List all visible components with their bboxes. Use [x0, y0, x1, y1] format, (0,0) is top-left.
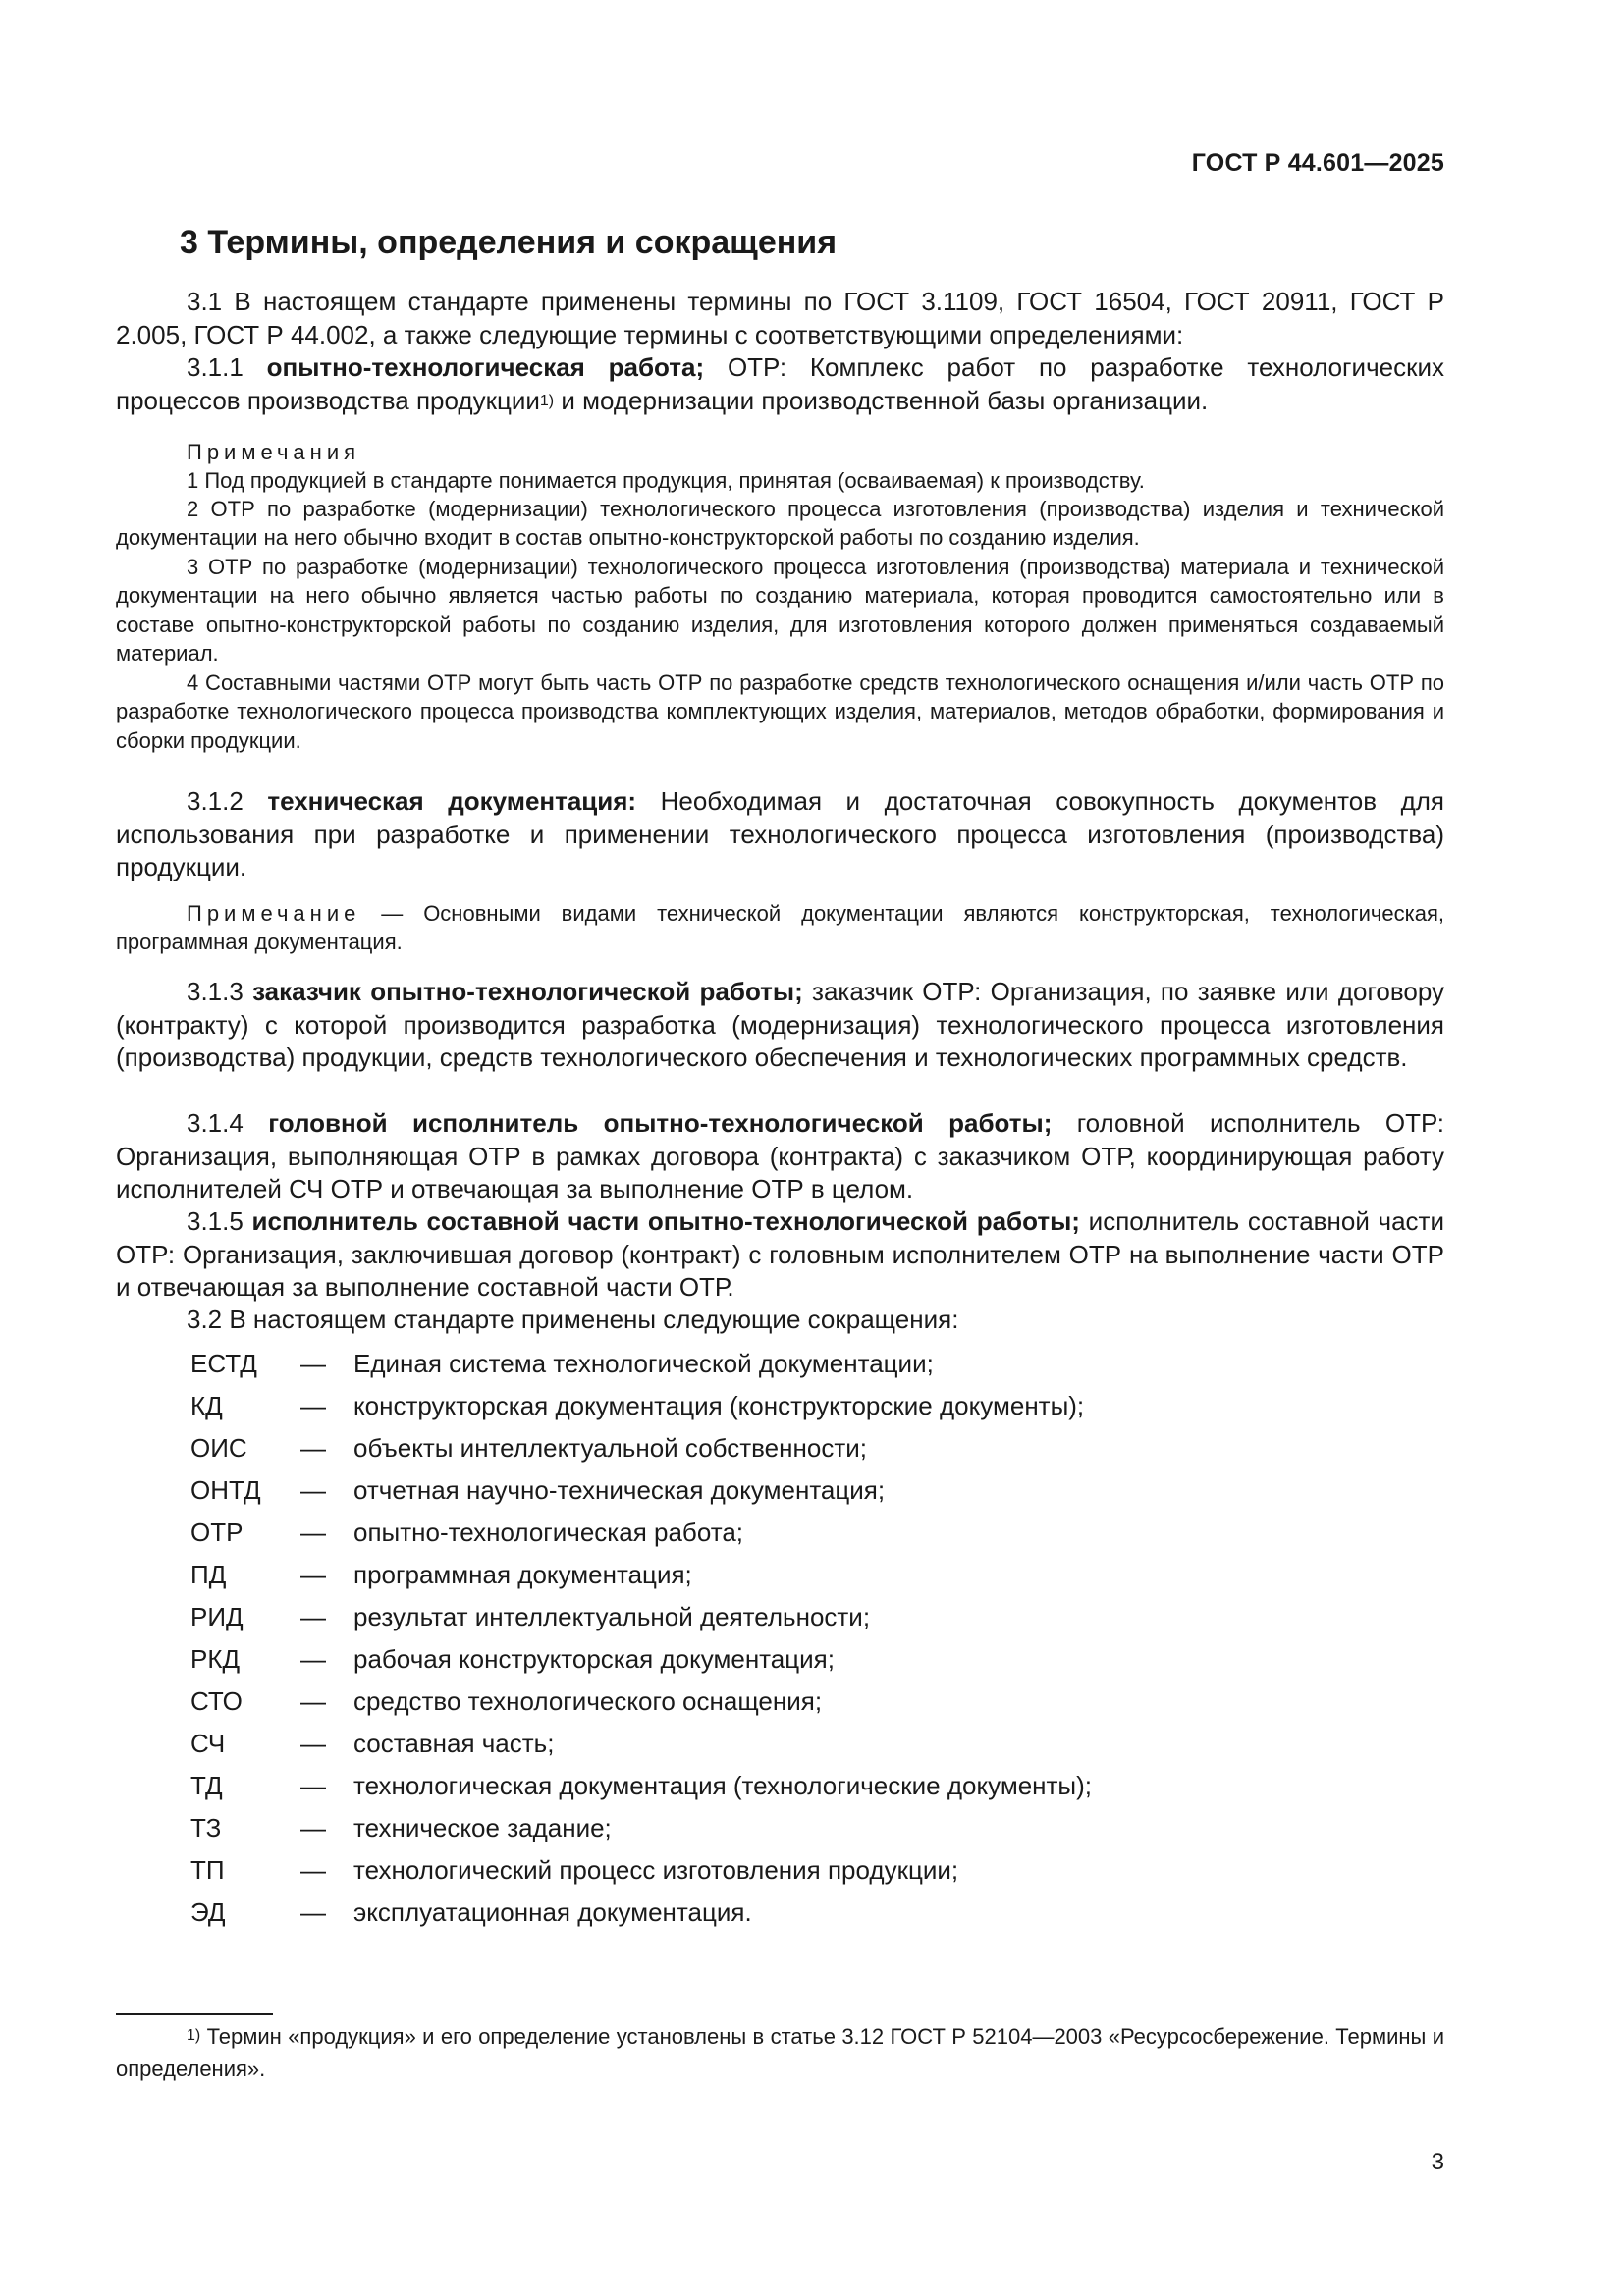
- term-number: 3.1.3: [187, 977, 244, 1006]
- abbreviation-description: объекты интеллектуальной собственности;: [353, 1433, 867, 1463]
- note-2: [116, 495, 1444, 553]
- term-3-1-2: [116, 785, 1444, 884]
- paragraph-3-1-text: 3.1 В настоящем стандарте применены термины по ГОСТ 3.1109, ГОСТ 16504, ГОСТ 20911, ГОСТ Р 2.005, ГОСТ Р 44.002, а также следующие термины с соответствующими определениями:: [116, 287, 1444, 349]
- term-definition: исполнитель составной части ОТР: Организация, заключившая договор (контракт) с головным исполнителем ОТР на выполнение части ОТР и отвечающая за выполнение составной части ОТР.: [116, 1206, 1444, 1302]
- note-3-text: 3 ОТР по разработке (модернизации) технологического процесса изготовления (производства) материала и технической документации на него обычно является частью работы по созданию материала, которая проводится самостоятельно или в составе опытно-конструкторской работы по созданию изделия, для изготовления которого должен применяться создаваемый материал.: [116, 555, 1444, 666]
- abbreviation-description: технологический процесс изготовления продукции;: [353, 1855, 959, 1885]
- abbreviation-dash: —: [300, 1686, 326, 1716]
- footnote-separator: [116, 2013, 273, 2015]
- term-number: 3.1.2: [187, 786, 244, 816]
- term-definition: ОТР: Комплекс работ по разработке технологических процессов производства продукции: [116, 352, 1444, 415]
- abbreviation-description: результат интеллектуальной деятельности;: [353, 1602, 871, 1631]
- abbreviation-code: ЕСТД: [190, 1349, 257, 1378]
- term-3-1-5: [116, 1205, 1444, 1305]
- abbreviation-description: технологическая документация (технологические документы);: [353, 1771, 1092, 1800]
- abbreviation-dash: —: [300, 1349, 326, 1378]
- term-number: 3.1.5: [187, 1206, 244, 1236]
- section-title: 3 Термины, определения и сокращения: [180, 224, 838, 261]
- note-technical-documentation: [116, 899, 1444, 957]
- abbreviation-code: СЧ: [190, 1729, 226, 1758]
- abbreviation-dash: —: [300, 1644, 326, 1674]
- footnote-text: Термин «продукция» и его определение установлены в статье 3.12 ГОСТ Р 52104—2003 «Ресурсосбережение. Термины и определения».: [116, 2024, 1444, 2081]
- term-definition: Необходимая и достаточная совокупность документов для использования при разработке и применении технологического процесса изготовления (производства) продукции.: [116, 786, 1444, 881]
- term-definition: головной исполнитель ОТР: Организация, выполняющая ОТР в рамках договора (контракта) с заказчиком ОТР, координирующая работу исполнителей СЧ ОТР и отвечающая за выполнение ОТР в целом.: [116, 1108, 1444, 1203]
- paragraph-3-2: [116, 1304, 1444, 1337]
- abbreviation-dash: —: [300, 1729, 326, 1758]
- abbreviation-description: эксплуатационная документация.: [353, 1897, 752, 1927]
- abbreviation-code: ТД: [190, 1771, 223, 1800]
- term-name: головной исполнитель опытно-технологической работы;: [268, 1108, 1053, 1138]
- note-4: [116, 668, 1444, 755]
- abbreviation-dash: —: [300, 1602, 326, 1631]
- abbreviation-description: Единая система технологической документации;: [353, 1349, 934, 1378]
- abbreviation-code: ОИС: [190, 1433, 247, 1463]
- term-name: техническая документация:: [267, 786, 637, 816]
- abbreviation-dash: —: [300, 1771, 326, 1800]
- notes-heading: Примечания: [187, 440, 361, 464]
- abbreviation-description: средство технологического оснащения;: [353, 1686, 823, 1716]
- document-id: ГОСТ Р 44.601—2025: [1191, 149, 1444, 177]
- term-3-1-4: [116, 1107, 1444, 1206]
- abbreviation-dash: —: [300, 1897, 326, 1927]
- abbreviation-code: РКД: [190, 1644, 241, 1674]
- paragraph-3-2-text: 3.2 В настоящем стандарте применены следующие сокращения:: [187, 1305, 959, 1334]
- abbreviation-dash: —: [300, 1433, 326, 1463]
- abbreviation-description: конструкторская документация (конструкторские документы);: [353, 1391, 1085, 1420]
- abbreviation-dash: —: [300, 1855, 326, 1885]
- term-name: заказчик опытно-технологической работы;: [252, 977, 803, 1006]
- abbreviation-code: ЭД: [190, 1897, 226, 1927]
- abbreviation-description: отчетная научно-техническая документация;: [353, 1475, 886, 1505]
- abbreviation-code: ОТР: [190, 1518, 244, 1547]
- page-number: 3: [1431, 2149, 1444, 2175]
- abbreviation-code: КД: [190, 1391, 223, 1420]
- note-3: [116, 553, 1444, 667]
- abbreviation-code: СТО: [190, 1686, 243, 1716]
- abbreviation-description: составная часть;: [353, 1729, 555, 1758]
- abbreviation-code: ПД: [190, 1560, 227, 1589]
- abbreviation-dash: —: [300, 1518, 326, 1547]
- paragraph-3-1: [116, 286, 1444, 351]
- term-number: 3.1.4: [187, 1108, 244, 1138]
- abbreviation-code: ТЗ: [190, 1813, 222, 1842]
- abbreviation-description: техническое задание;: [353, 1813, 612, 1842]
- note-1: [116, 466, 1444, 495]
- footnote: [116, 2022, 1444, 2084]
- abbreviation-dash: —: [300, 1560, 326, 1589]
- note-2-text: 2 ОТР по разработке (модернизации) технологического процесса изготовления (производства) изделия и технической документации на него обычно входит в состав опытно-конструкторской работы по созданию изделия.: [116, 497, 1444, 551]
- note-heading: Примечание: [187, 901, 361, 926]
- note-4-text: 4 Составными частями ОТР могут быть часть ОТР по разработке средств технологического оснащения и/или часть ОТР по разработке технологического процесса производства комплектующих изделия, материалов, методов обработки, формирования и сборки продукции.: [116, 670, 1444, 753]
- term-3-1-1: [116, 351, 1444, 421]
- abbreviation-description: рабочая конструкторская документация;: [353, 1644, 835, 1674]
- abbreviation-dash: —: [300, 1475, 326, 1505]
- term-definition: заказчик ОТР: Организация, по заявке или договору (контракту) с которой производится разработка (модернизация) технологического процесса изготовления (производства) продукции, средств технологического обеспечения и технологических программных средств.: [116, 977, 1444, 1072]
- note-1-text: 1 Под продукцией в стандарте понимается продукция, принятая (осваиваемая) к производству.: [187, 468, 1145, 493]
- abbreviation-dash: —: [300, 1813, 326, 1842]
- abbreviation-description: опытно-технологическая работа;: [353, 1518, 744, 1547]
- abbreviation-code: ТП: [190, 1855, 225, 1885]
- note-text: — Основными видами технической документации являются конструкторская, технологическая, программная документация.: [116, 901, 1444, 955]
- term-3-1-3: [116, 976, 1444, 1075]
- abbreviation-code: ОНТД: [190, 1475, 261, 1505]
- abbreviation-code: РИД: [190, 1602, 244, 1631]
- abbreviation-description: программная документация;: [353, 1560, 692, 1589]
- term-name: исполнитель составной части опытно-технологической работы;: [251, 1206, 1080, 1236]
- footnote-mark: 1): [539, 392, 555, 409]
- term-number: 3.1.1: [187, 352, 244, 382]
- abbreviation-dash: —: [300, 1391, 326, 1420]
- term-name: опытно-технологическая работа;: [266, 352, 705, 382]
- term-definition-end: и модернизации производственной базы организации.: [554, 385, 1209, 415]
- footnote-mark: 1): [187, 2027, 201, 2044]
